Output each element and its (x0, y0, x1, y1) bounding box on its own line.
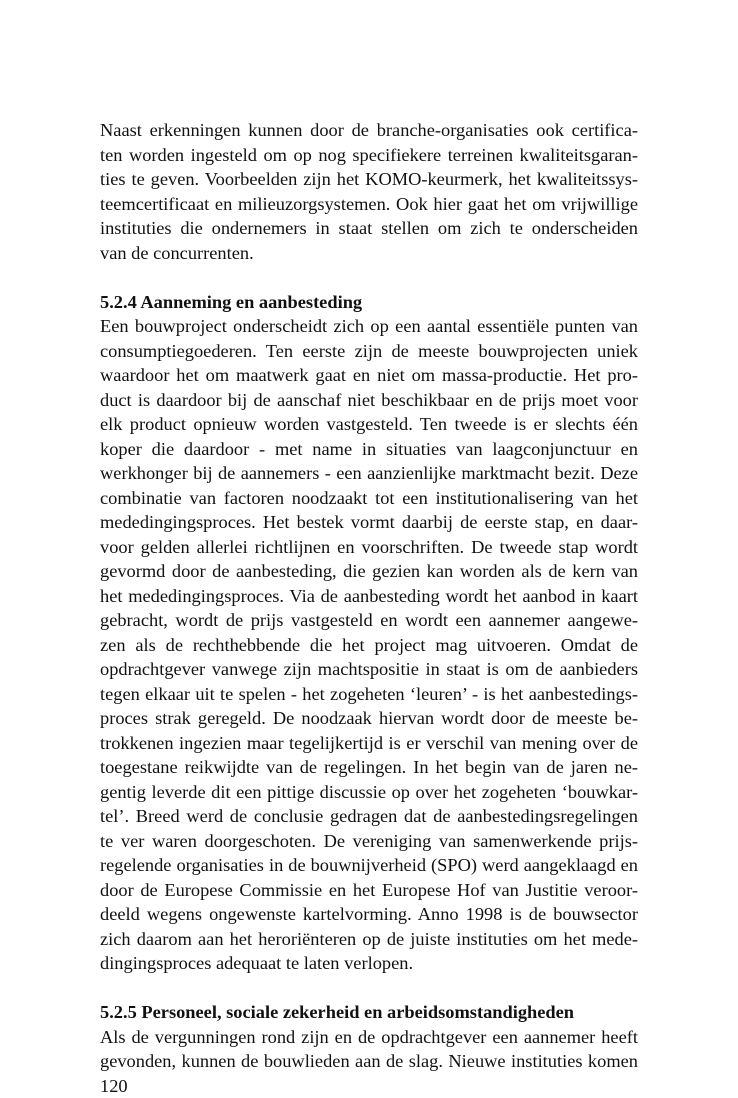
text-line: te ver waren doorgeschoten. De vereniging van samenwerkende prijs- (100, 829, 638, 854)
text-line: ten worden ingesteld om op nog specifiekere terreinen kwaliteitsgaran- (100, 143, 638, 168)
section-heading: 5.2.5 Personeel, sociale zekerheid en arbeidsomstandigheden (100, 1000, 638, 1025)
section-heading: 5.2.4 Aanneming en aanbesteding (100, 290, 638, 315)
text-line: gevonden, kunnen de bouwlieden aan de slag. Nieuwe instituties komen (100, 1049, 638, 1074)
text-line: door de Europese Commissie en het Europese Hof van Justitie veroor- (100, 878, 638, 903)
text-line: teemcertificaat en milieuzorgsystemen. Ook hier gaat het om vrijwillige (100, 192, 638, 217)
paragraph-gap (100, 976, 638, 1001)
text-line: voor gelden allerlei richtlijnen en voorschriften. De tweede stap wordt (100, 535, 638, 560)
text-line: gentig leverde dit een pittige discussie op over het zogeheten ‘bouwkar- (100, 780, 638, 805)
text-line: gebracht, wordt de prijs vastgesteld en wordt een aannemer aangewe- (100, 608, 638, 633)
text-line: Naast erkenningen kunnen door de branche-organisaties ook certifica- (100, 118, 638, 143)
text-line: toegestane reikwijdte van de regelingen. In het begin van de jaren ne- (100, 755, 638, 780)
section-5-2-5 (100, 1000, 638, 1074)
text-line: het mededingingsproces. Via de aanbesteding wordt het aanbod in kaart (100, 584, 638, 609)
text-line: tegen elkaar uit te spelen - het zogeheten ‘leuren’ - is het aanbestedings- (100, 682, 638, 707)
text-line: ties te geven. Voorbeelden zijn het KOMO-keurmerk, het kwaliteitssys- (100, 167, 638, 192)
text-line: zen als de rechthebbende die het project mag uitvoeren. Omdat de (100, 633, 638, 658)
page-number: 120 (100, 1074, 638, 1098)
text-line: consumptiegoederen. Ten eerste zijn de meeste bouwprojecten uniek (100, 339, 638, 364)
text-line: deeld wegens ongewenste kartelvorming. Anno 1998 is de bouwsector (100, 902, 638, 927)
paragraph-gap (100, 265, 638, 290)
text-line: van de concurrenten. (100, 241, 638, 266)
text-line: regelende organisaties in de bouwnijverheid (SPO) werd aangeklaagd en (100, 853, 638, 878)
text-line: Een bouwproject onderscheidt zich op een aantal essentiële punten van (100, 314, 638, 339)
text-line: instituties die ondernemers in staat stellen om zich te onderscheiden (100, 216, 638, 241)
text-line: mededingingsproces. Het bestek vormt daarbij de eerste stap, en daar- (100, 510, 638, 535)
page-body (100, 118, 638, 1098)
section-5-2-4 (100, 290, 638, 976)
text-line: koper die daardoor - met name in situaties van laagconjunctuur en (100, 437, 638, 462)
text-line: duct is daardoor bij de aanschaf niet beschikbaar en de prijs moet voor (100, 388, 638, 413)
text-line: Als de vergunningen rond zijn en de opdrachtgever een aannemer heeft (100, 1025, 638, 1050)
text-line: combinatie van factoren noodzaakt tot een institutionalisering van het (100, 486, 638, 511)
text-line: waardoor het om maatwerk gaat en niet om massa-productie. Het pro- (100, 363, 638, 388)
paragraph-certificaten (100, 118, 638, 265)
text-line: elk product opnieuw worden vastgesteld. Ten tweede is er slechts één (100, 412, 638, 437)
text-line: zich daarom aan het heroriënteren op de juiste instituties om het mede- (100, 927, 638, 952)
text-line: proces strak geregeld. De noodzaak hiervan wordt door de meeste be- (100, 706, 638, 731)
text-line: dingingsproces adequaat te laten verlopen. (100, 951, 638, 976)
text-line: werkhonger bij de aannemers - een aanzienlijke marktmacht bezit. Deze (100, 461, 638, 486)
text-line: opdrachtgever vanwege zijn machtspositie in staat is om de aanbieders (100, 657, 638, 682)
text-line: gevormd door de aanbesteding, die gezien kan worden als de kern van (100, 559, 638, 584)
text-line: tel’. Breed werd de conclusie gedragen dat de aanbestedingsregelingen (100, 804, 638, 829)
text-line: trokkenen ingezien maar tegelijkertijd is er verschil van mening over de (100, 731, 638, 756)
